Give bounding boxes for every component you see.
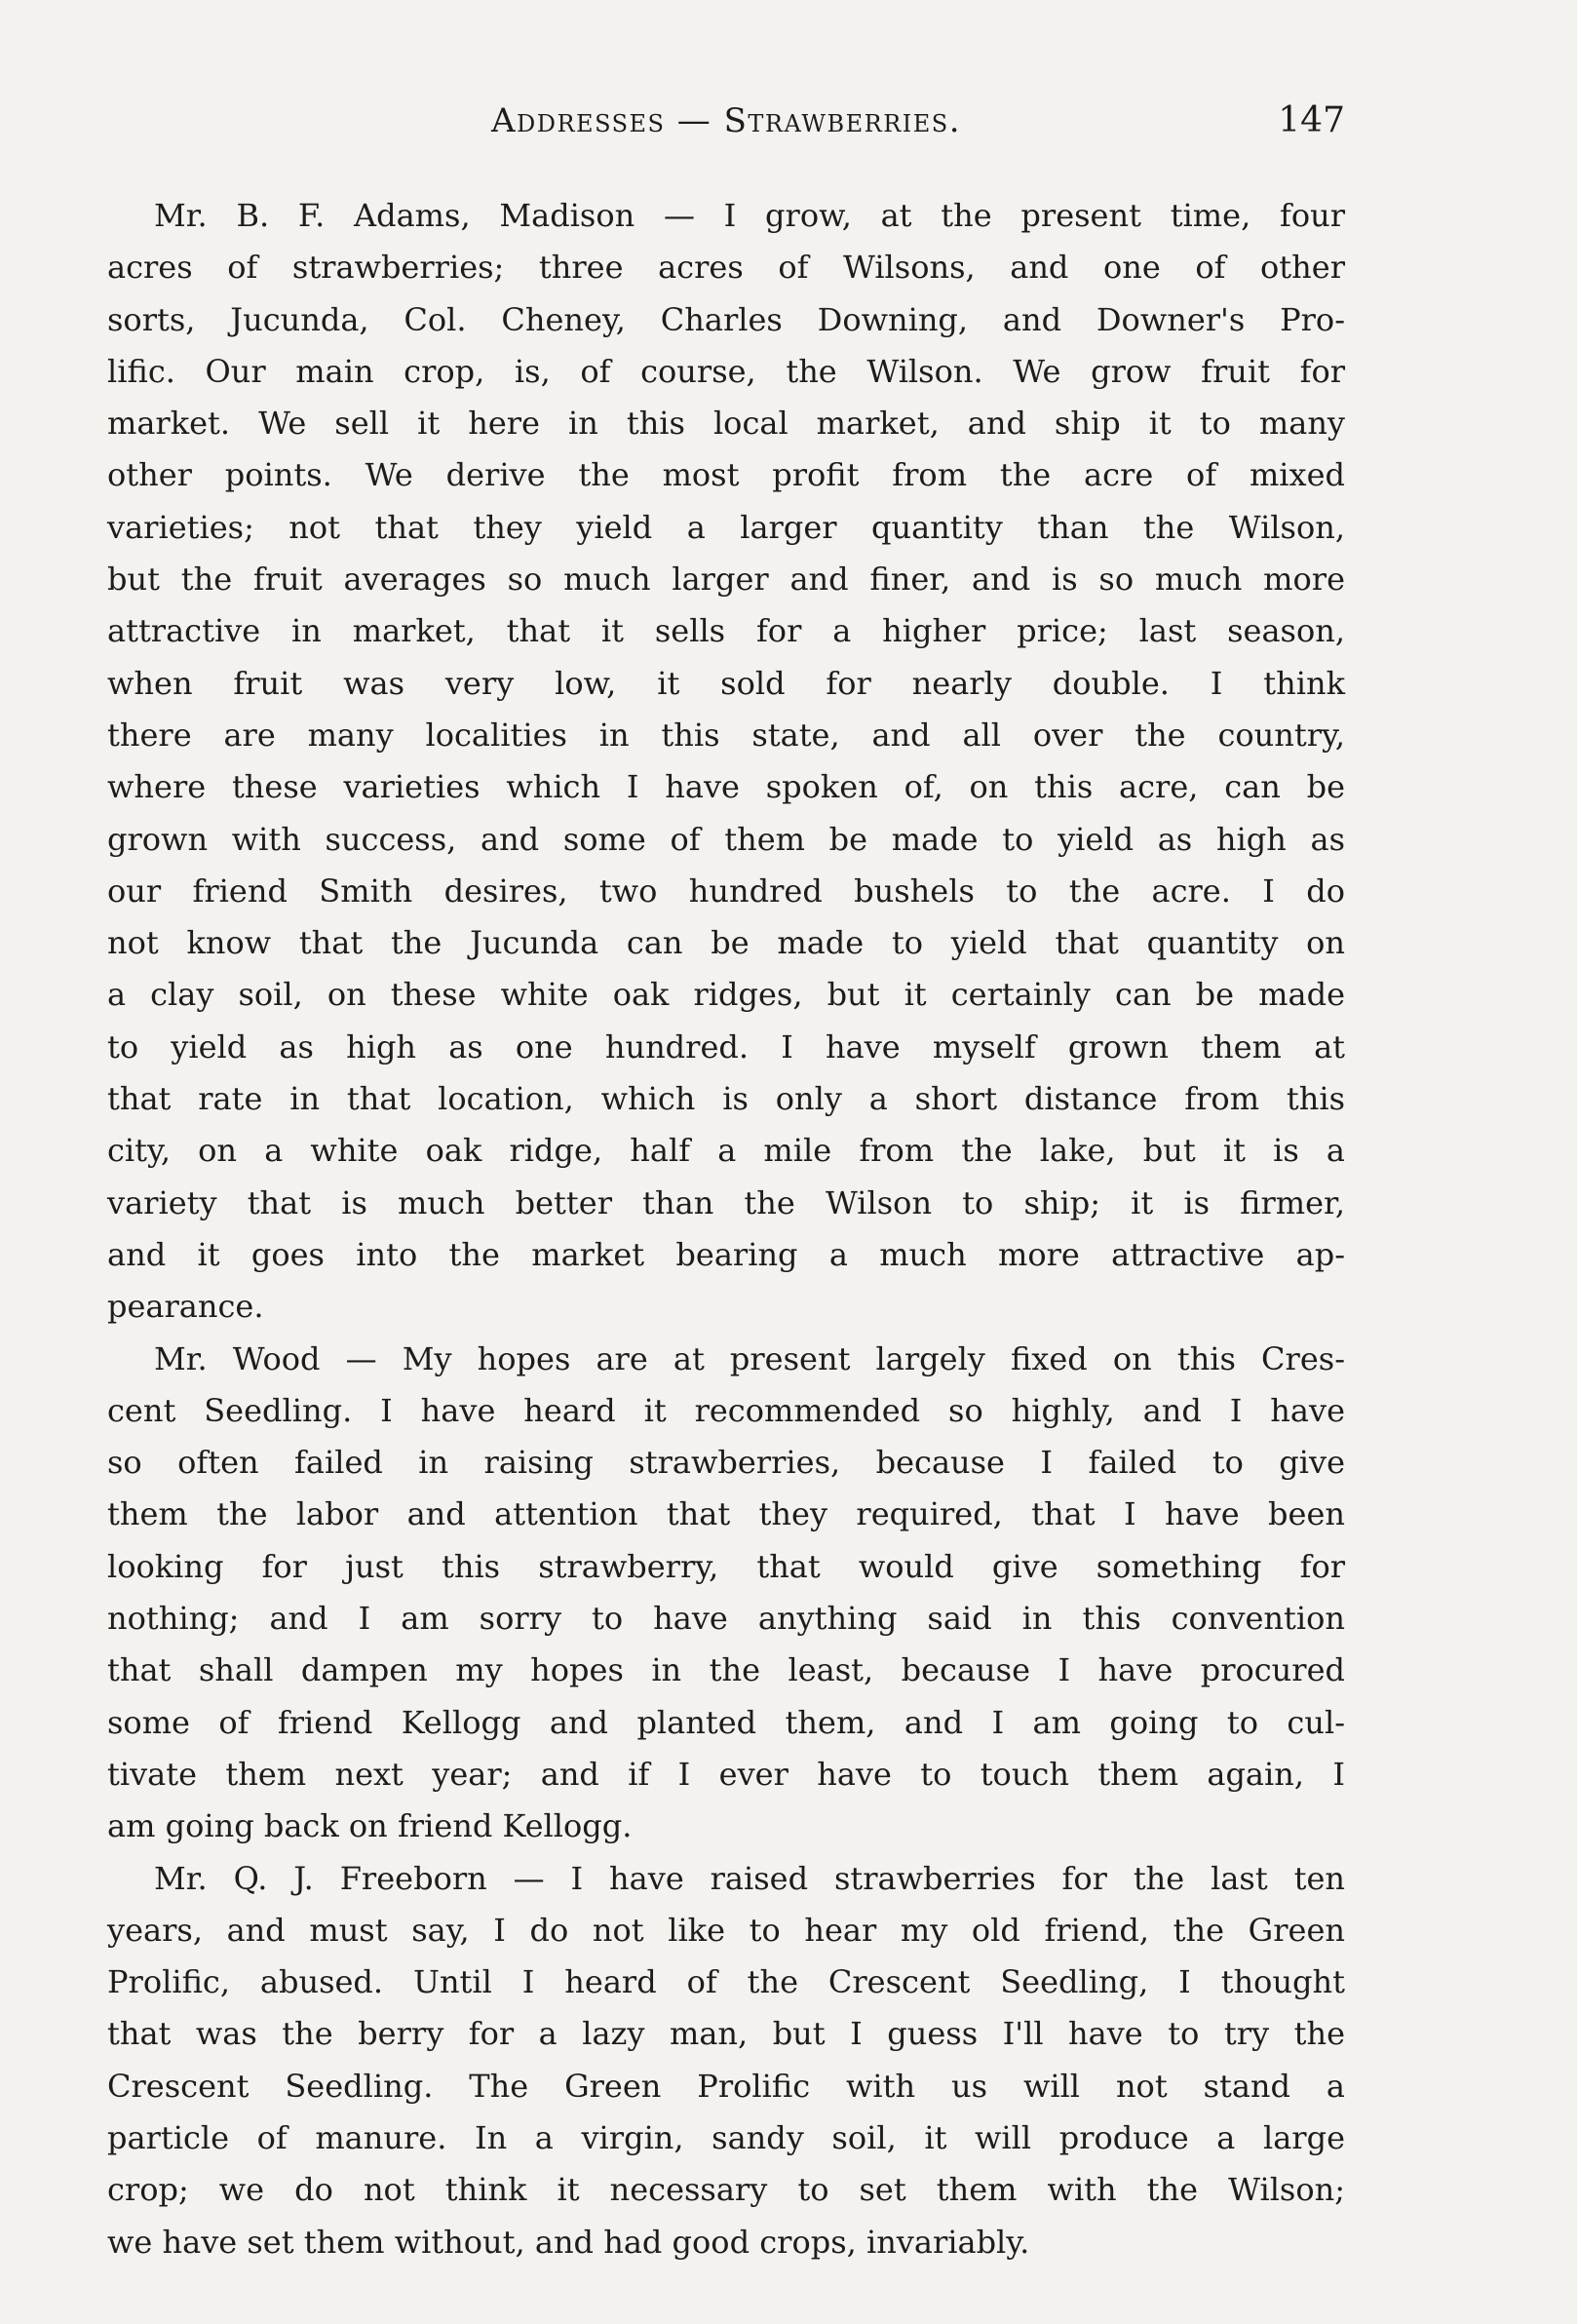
text-line: when fruit was very low, it sold for nearly double. I think [107, 664, 1345, 702]
text-line: so often failed in raising strawberries, because I failed to give [107, 1444, 1345, 1482]
text-line: Mr. B. F. Adams, Madison — I grow, at the present time, four [154, 197, 1345, 234]
text-line: Prolific, abused. Until I heard of the Crescent Seedling, I thought [107, 1963, 1345, 2001]
text-line: lific. Our main crop, is, of course, the Wilson. We grow fruit for [107, 352, 1345, 390]
text-line: that was the berry for a lazy man, but I guess I'll have to try the [107, 2015, 1345, 2053]
running-title: Addresses — Strawberries. [490, 101, 962, 140]
text-line: but the fruit averages so much larger and finer, and is so much more [107, 561, 1345, 599]
text-line: Mr. Q. J. Freeborn — I have raised strawberries for the last ten [154, 1859, 1345, 1897]
text-line: to yield as high as one hundred. I have myself grown them at [107, 1027, 1345, 1065]
text-line: cent Seedling. I have heard it recommended so highly, and I have [107, 1391, 1345, 1429]
text-line: where these varieties which I have spoken of, on this acre, can be [107, 768, 1345, 806]
paragraph-freeborn [107, 1853, 1345, 2268]
text-line: tivate them next year; and if I ever have to touch them again, I [107, 1755, 1345, 1793]
paragraph-adams [107, 190, 1345, 1334]
text-line: pearance. [107, 1288, 264, 1326]
text-line: sorts, Jucunda, Col. Cheney, Charles Downing, and Downer's Pro- [107, 300, 1345, 338]
body-text [107, 190, 1345, 2268]
text-line: some of friend Kellogg and planted them, and I am going to cul- [107, 1703, 1345, 1741]
text-line: there are many localities in this state, and all over the country, [107, 716, 1345, 754]
text-line: varieties; not that they yield a larger quantity than the Wilson, [107, 508, 1345, 546]
paragraph-wood [107, 1334, 1345, 1853]
text-line: crop; we do not think it necessary to set them with the Wilson; [107, 2171, 1345, 2209]
text-line: particle of manure. In a virgin, sandy soil, it will produce a large [107, 2118, 1345, 2156]
text-line: not know that the Jucunda can be made to yield that quantity on [107, 924, 1345, 962]
text-line: market. We sell it here in this local market, and ship it to many [107, 405, 1345, 443]
text-line: grown with success, and some of them be made to yield as high as [107, 820, 1345, 858]
text-line: Mr. Wood — My hopes are at present largely fixed on this Cres- [154, 1339, 1345, 1377]
text-line: our friend Smith desires, two hundred bushels to the acre. I do [107, 872, 1345, 910]
text-line: acres of strawberries; three acres of Wilsons, and one of other [107, 249, 1345, 287]
running-head [107, 94, 1345, 148]
text-line: variety that is much better than the Wilson to ship; it is firmer, [107, 1183, 1345, 1221]
text-line: am going back on friend Kellogg. [107, 1807, 633, 1845]
text-line: other points. We derive the most profit from the acre of mixed [107, 456, 1345, 494]
text-line: them the labor and attention that they required, that I have been [107, 1495, 1345, 1533]
text-line: years, and must say, I do not like to hear my old friend, the Green [107, 1911, 1345, 1949]
page-number: 147 [1278, 100, 1345, 140]
text-line: Crescent Seedling. The Green Prolific with us will not stand a [107, 2067, 1345, 2105]
text-line: and it goes into the market bearing a much more attractive ap- [107, 1235, 1345, 1273]
text-line: looking for just this strawberry, that would give something for [107, 1547, 1345, 1585]
text-line: a clay soil, on these white oak ridges, but it certainly can be made [107, 976, 1345, 1014]
text-line: attractive in market, that it sells for a higher price; last season, [107, 612, 1345, 650]
text-line: we have set them without, and had good crops, invariably. [107, 2223, 1030, 2261]
text-line: nothing; and I am sorry to have anything said in this convention [107, 1600, 1345, 1638]
text-line: city, on a white oak ridge, half a mile from the lake, but it is a [107, 1132, 1345, 1170]
text-line: that rate in that location, which is only a short distance from this [107, 1080, 1345, 1118]
text-line: that shall dampen my hopes in the least, because I have procured [107, 1651, 1345, 1689]
